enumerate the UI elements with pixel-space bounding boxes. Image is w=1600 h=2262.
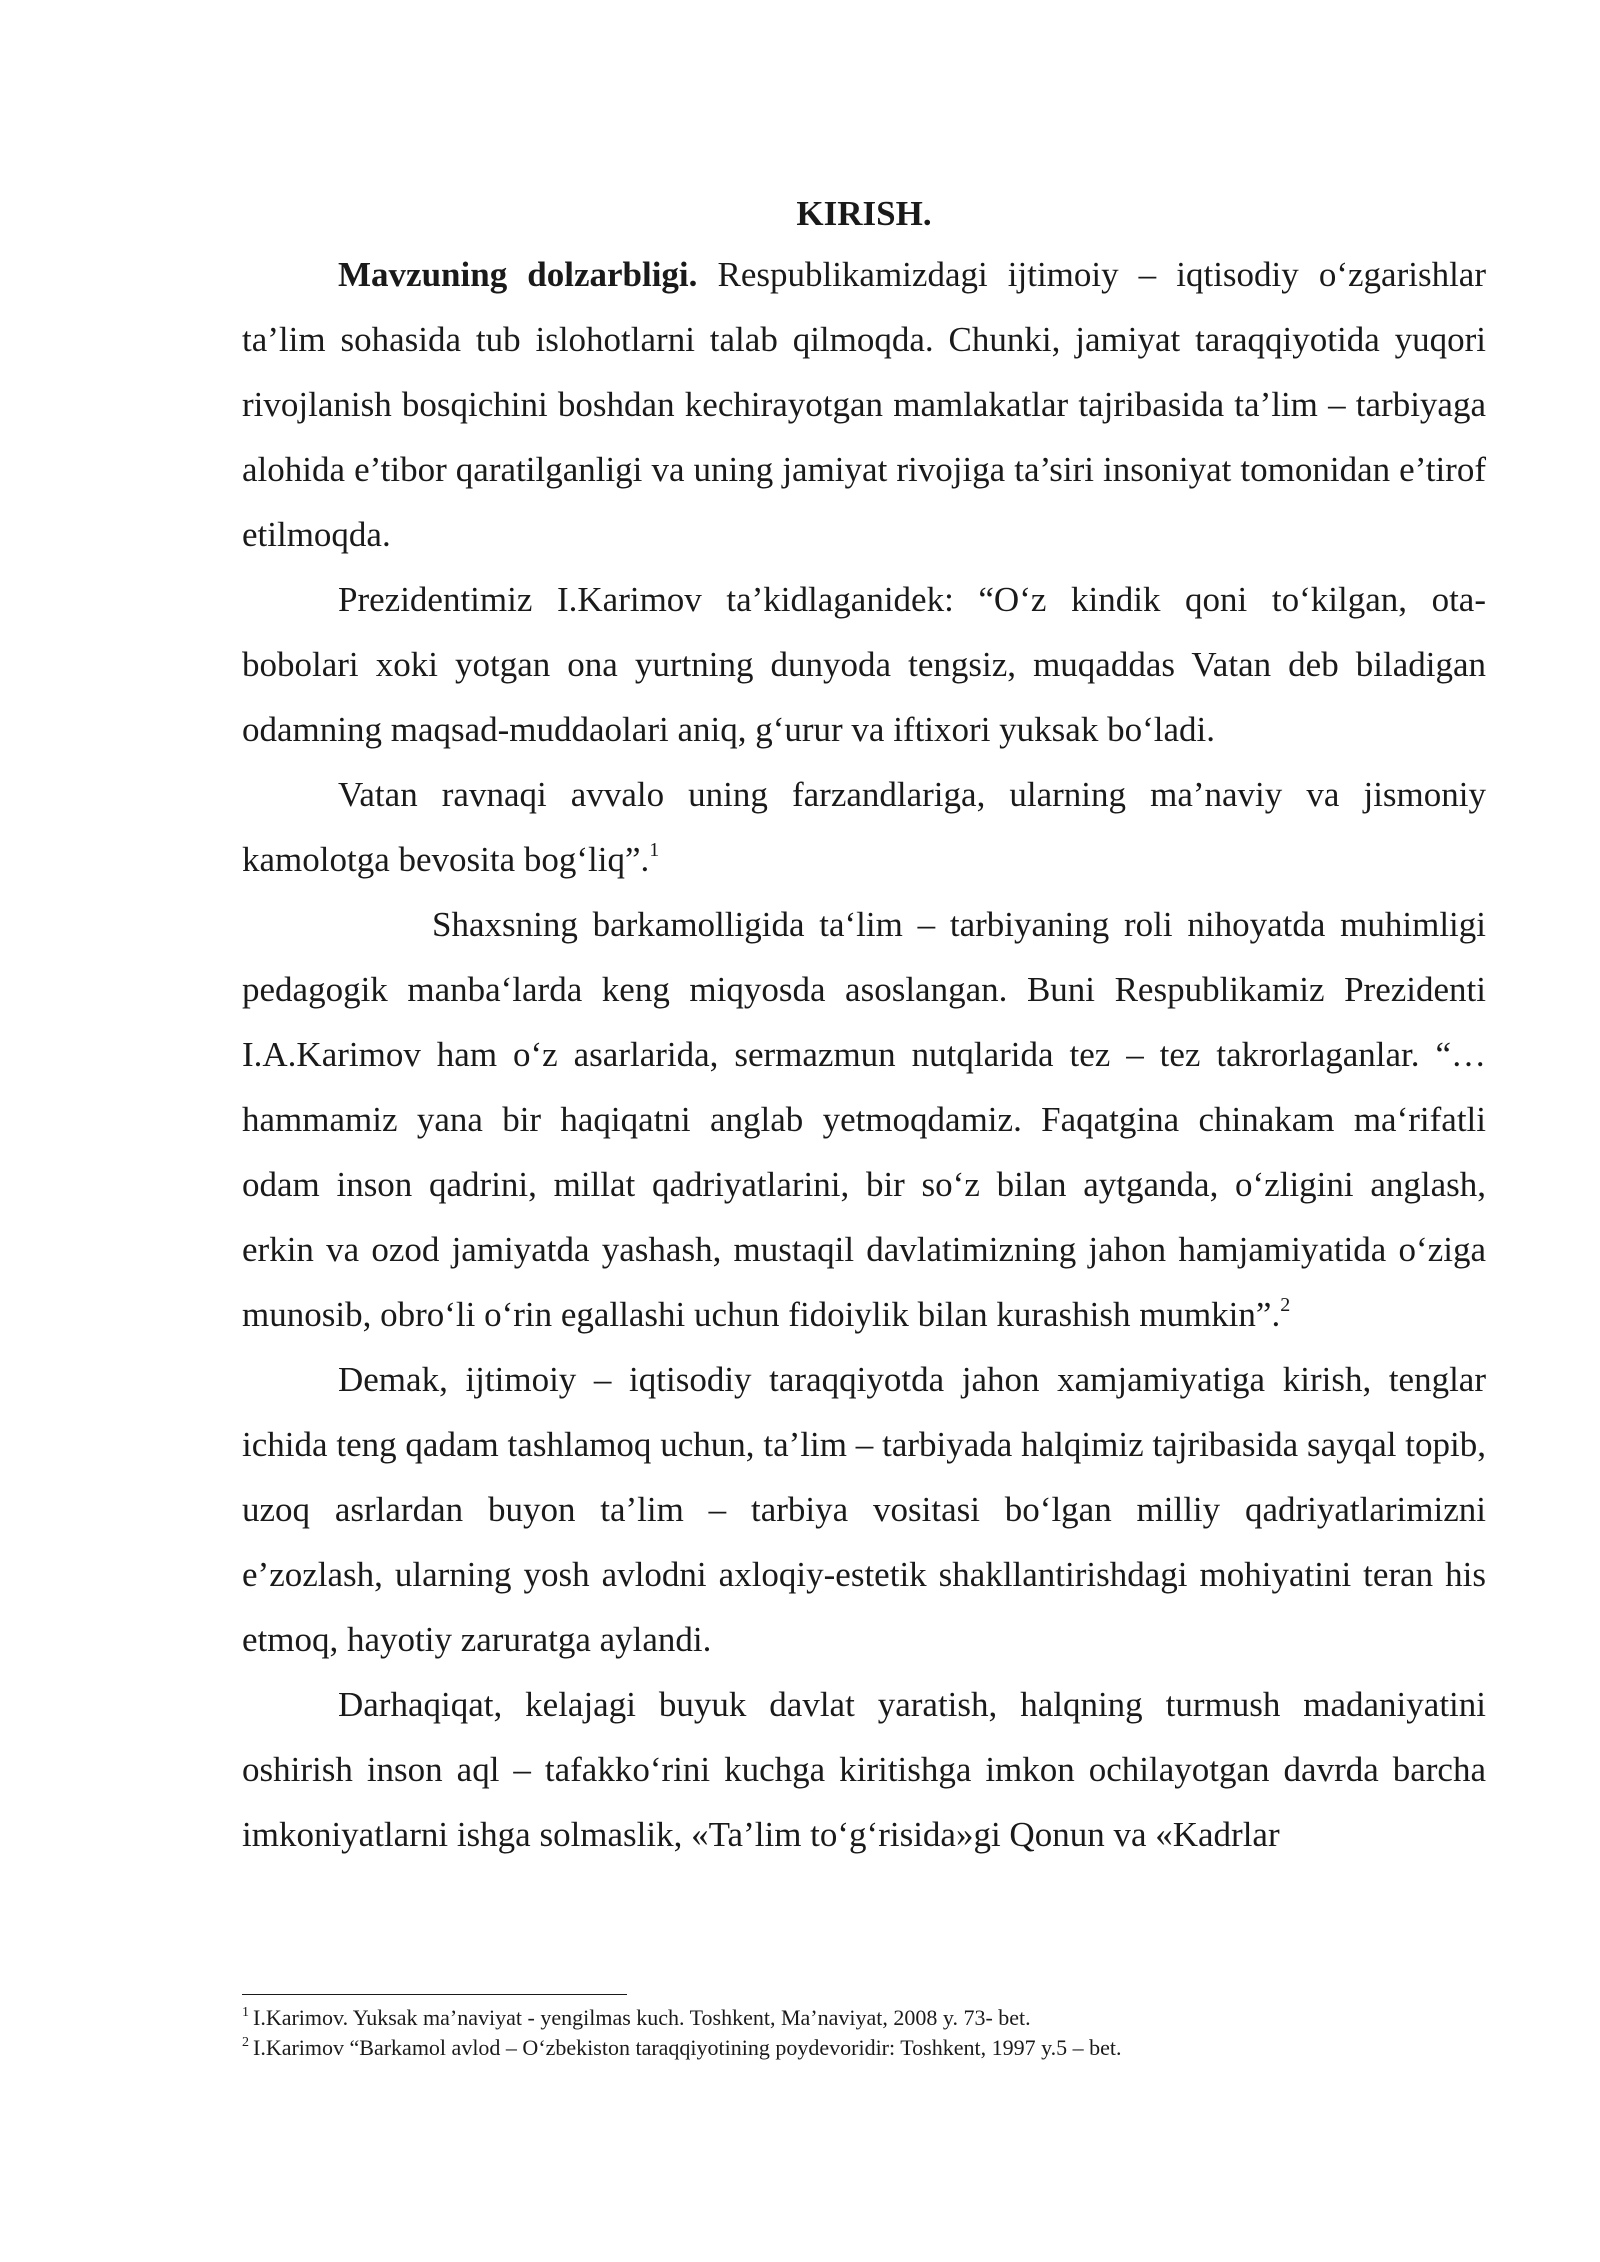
- paragraph-development: [242, 1347, 1486, 1672]
- paragraph-lead-heading: Mavzuning dolzarbligi.: [338, 255, 698, 294]
- footnote-mark: 2: [242, 2034, 249, 2050]
- footnote-item: [242, 2033, 1486, 2063]
- footnote-text: I.Karimov. Yuksak ma’naviyat - yengilmas kuch. Toshkent, Ma’naviyat, 2008 y. 73- bet.: [253, 2005, 1031, 2030]
- footnote-text: I.Karimov “Barkamol avlod – O‘zbekiston taraqqiyotining poydevoridir: Toshkent, 1997 y.5 – bet.: [253, 2035, 1122, 2060]
- footnote-mark: 1: [242, 2004, 249, 2020]
- paragraph-personality: [242, 892, 1486, 1347]
- footnote-reference: 2: [1280, 1294, 1291, 1317]
- footnote-separator: [242, 1994, 627, 1995]
- paragraph-text: Respublikamizdagi ijtimoiy – iqtisodiy o‘zgarishlar ta’lim sohasida tub islohotlarni talab qilmoqda. Chunki, jamiyat taraqqiyotida yuqori rivojlanish bosqichini boshdan kechirayotgan mamlakatlar tajribasida ta’lim – tarbiyaga alohida e’tibor qaratilganligi va uning jamiyat rivojiga ta’siri insoniyat tomonidan e’tirof etilmoqda.: [242, 255, 1486, 554]
- paragraph-homeland: [242, 762, 1486, 892]
- document-body: [242, 186, 1486, 1867]
- footnotes-section: [242, 1994, 1486, 2063]
- paragraph-president-quote: [242, 567, 1486, 762]
- footnote-item: [242, 2003, 1486, 2033]
- paragraph-text: Vatan ravnaqi avvalo uning farzandlariga, ularning ma’naviy va jismoniy kamolotga bevosita bog‘liq”.: [242, 775, 1486, 879]
- paragraph-text: Demak, ijtimoiy – iqtisodiy taraqqiyotda jahon xamjamiyatiga kirish, tenglar ichida teng qadam tashlamoq uchun, ta’lim – tarbiyada halqimiz tajribasida sayqal topib, uzoq asrlardan buyon ta’lim – tarbiya vositasi bo‘lgan milliy qadriyatlarimizni e’zozlash, ularning yosh avlodni axloqiy-estetik shakllantirishdagi mohiyatini teran his etmoq, hayotiy zaruratga aylandi.: [242, 1360, 1486, 1659]
- paragraph-relevance: [242, 242, 1486, 567]
- footnote-reference: 1: [649, 839, 660, 862]
- paragraph-text: Shaxsning barkamolligida ta‘lim – tarbiyaning roli nihoyatda muhimligi pedagogik manba‘larda keng miqyosda asoslangan. Buni Respublikamiz Prezidenti I.A.Karimov ham o‘z asarlarida, sermazmun nutqlarida tez – tez takrorlaganlar. “…hammamiz yana bir haqiqatni anglab yetmoqdamiz. Faqatgina chinakam ma‘rifatli odam inson qadrini, millat qadriyatlarini, bir so‘z bilan aytganda, o‘zligini anglash, erkin va ozod jamiyatda yashash, mustaqil davlatimizning jahon hamjamiyatida o‘ziga munosib, obro‘li o‘rin egallashi uchun fidoiylik bilan kurashish mumkin”.: [242, 905, 1486, 1334]
- paragraph-indeed: [242, 1672, 1486, 1867]
- paragraph-text: Prezidentimiz I.Karimov ta’kidlaganidek: “O‘z kindik qoni to‘kilgan, ota-bobolari xoki yotgan ona yurtning dunyoda tengsiz, muqaddas Vatan deb biladigan odamning maqsad-muddaolari aniq, g‘urur va iftixori yuksak bo‘ladi.: [242, 580, 1486, 749]
- paragraph-text: Darhaqiqat, kelajagi buyuk davlat yaratish, halqning turmush madaniyatini oshirish inson aql – tafakko‘rini kuchga kiritishga imkon ochilayotgan davrda barcha imkoniyatlarni ishga solmaslik, «Ta’lim to‘g‘risida»gi Qonun va «Kadrlar: [242, 1685, 1486, 1854]
- document-title: KIRISH.: [796, 194, 932, 233]
